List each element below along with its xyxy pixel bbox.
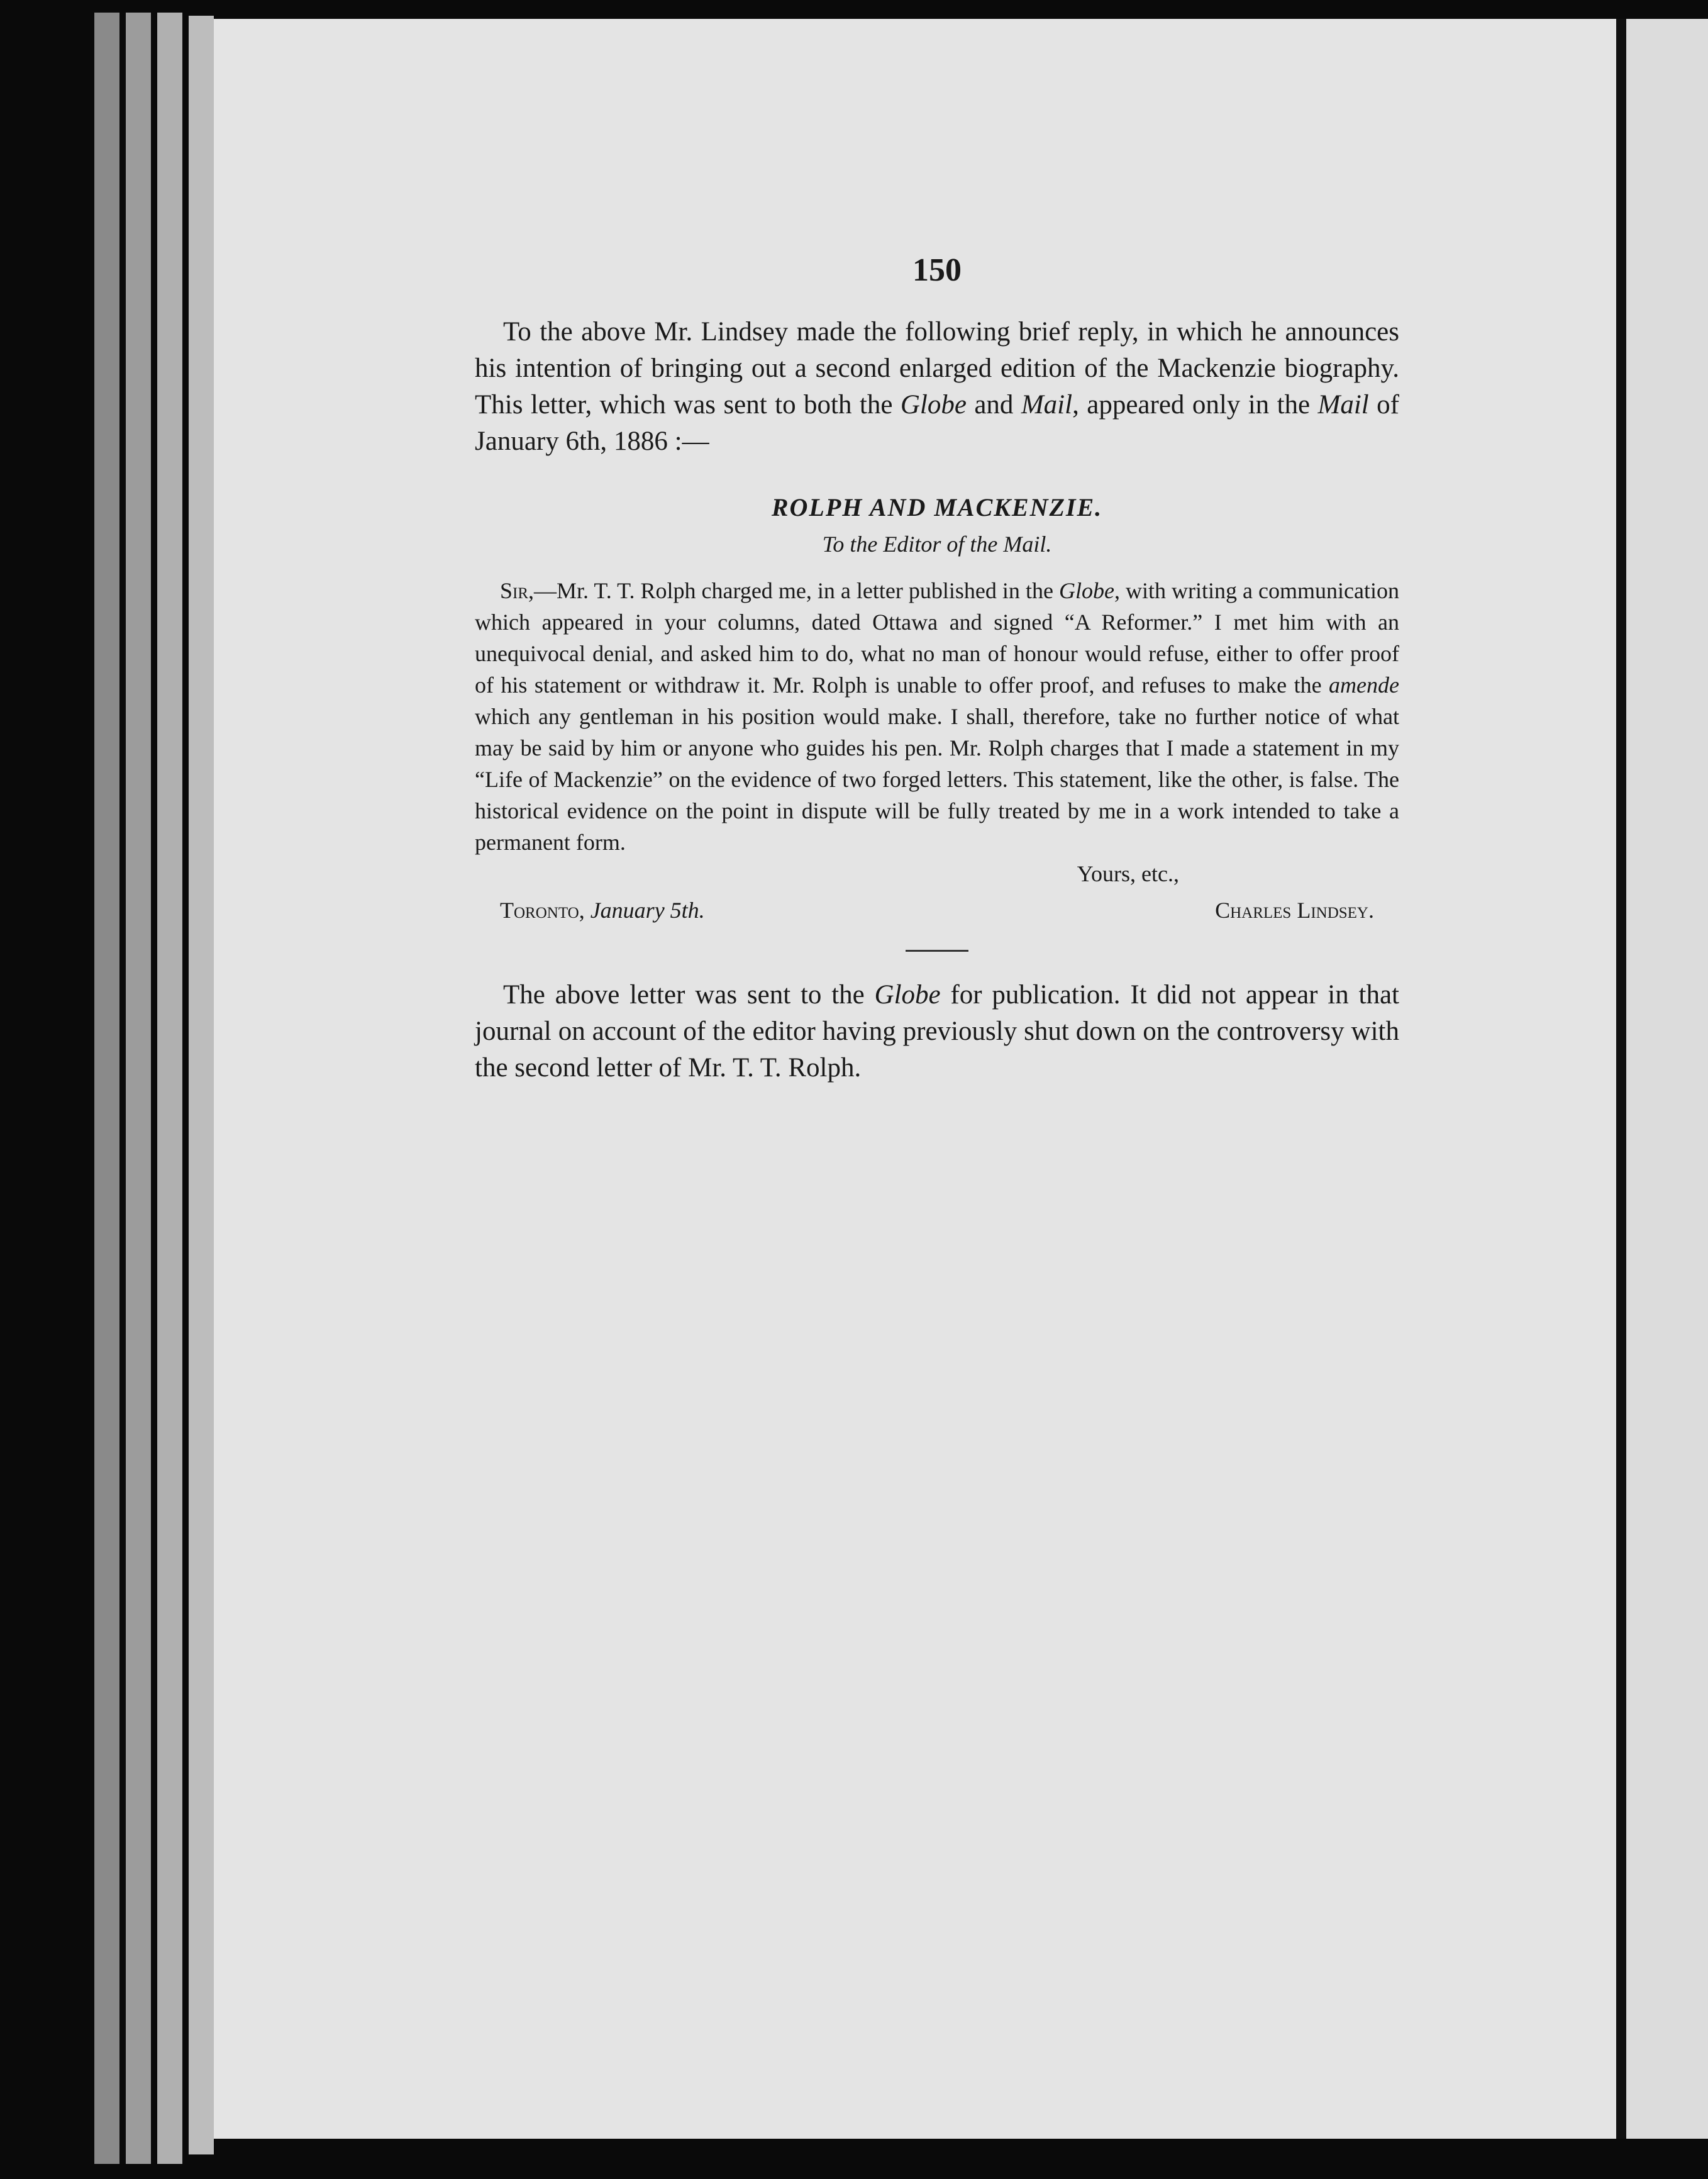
section-divider xyxy=(906,950,968,952)
letter-closing: Yours, etc., xyxy=(1077,861,1179,886)
letter-subheading: To the Editor of the Mail. xyxy=(822,532,1052,557)
letter-body: Sir,—Mr. T. T. Rolph charged me, in a letter published in the Globe, with writing a communication which appeared in your columns, dated Ottawa and signed “A Reformer.” I met him with an unequivocal denial, and asked him to do, what no man of honour would refuse, either to offer proof of his statement or withdraw it. Mr. Rolph is unable to offer proof, and refuses to make the amende which any gentleman in his position would make. I shall, therefore, take no further notice of what may be said by him or anyone who guides his pen. Mr. Rolph charges that I made a statement in my “Life of Mackenzie” on the evidence of two forged letters. This statement, like the other, is false. The historical evidence on the point in dispute will be fully treated by me in a work intended to take a permanent form. xyxy=(475,578,1399,855)
page-content xyxy=(475,252,1399,1086)
newspaper-name: Mail xyxy=(1317,390,1369,420)
newspaper-name: Globe xyxy=(874,980,941,1010)
page-edge xyxy=(157,13,182,2164)
page-edge xyxy=(189,16,214,2154)
newspaper-name: Mail xyxy=(1021,390,1073,420)
letter-signoff xyxy=(475,894,1399,926)
page-edge xyxy=(94,13,119,2164)
salutation: Sir, xyxy=(500,578,535,603)
outro-paragraph: The above letter was sent to the Globe for publication. It did not appear in that journal on account of the editor having previously shut down on the controversy with the second letter of Mr. T. T. Rolph. xyxy=(475,980,1399,1083)
facing-page-edge xyxy=(1616,19,1708,2139)
letter-place-date: Toronto, January 5th. xyxy=(500,898,705,923)
page-number: 150 xyxy=(912,252,962,288)
letter-signature: Charles Lindsey. xyxy=(1215,898,1374,923)
intro-paragraph: To the above Mr. Lindsey made the following brief reply, in which he announces his intention of bringing out a second enlarged edition of the Mackenzie biography. This letter, which was sent to both the Globe and Mail, appeared only in the Mail of January 6th, 1886 :— xyxy=(475,317,1399,456)
letter-heading: ROLPH AND MACKENZIE. xyxy=(771,493,1103,521)
newspaper-name: Globe xyxy=(900,390,967,420)
page-edge xyxy=(126,13,151,2164)
